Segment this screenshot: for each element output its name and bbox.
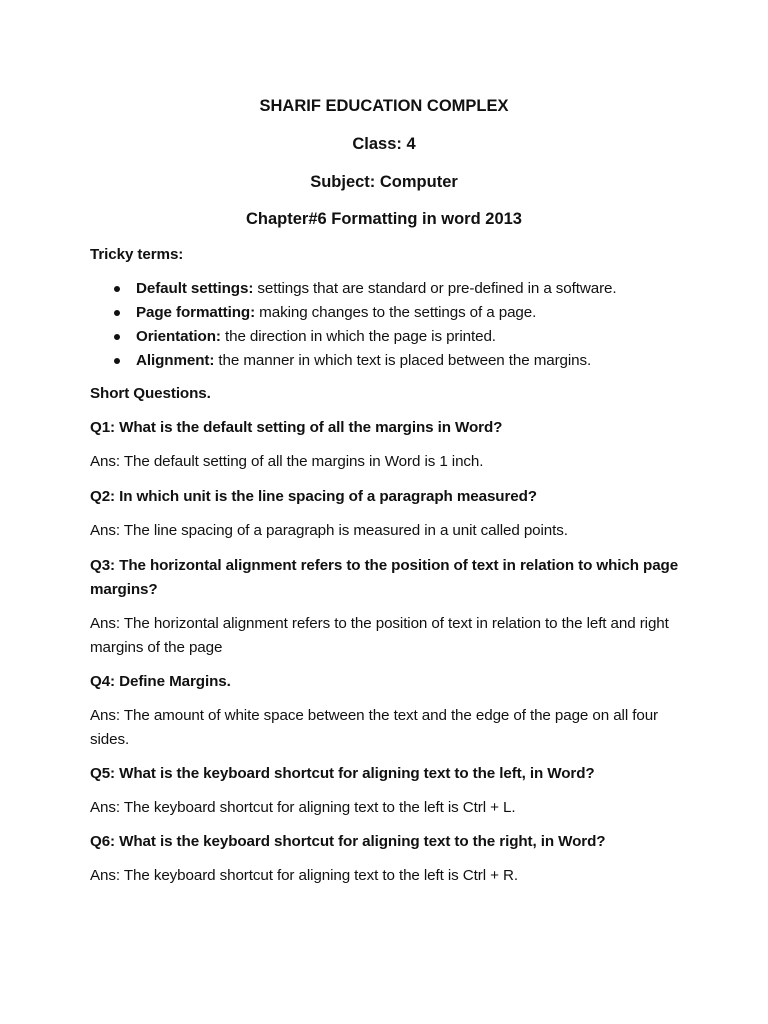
question-5: Q5: What is the keyboard shortcut for aligning text to the left, in Word? bbox=[90, 765, 595, 782]
list-item bbox=[90, 349, 710, 373]
school-title: SHARIF EDUCATION COMPLEX bbox=[259, 97, 509, 115]
list-item bbox=[90, 301, 710, 325]
answer-1: Ans: The default setting of all the margins in Word is 1 inch. bbox=[90, 453, 484, 470]
term-label: Orientation: bbox=[136, 328, 221, 345]
bullet-icon bbox=[114, 286, 120, 292]
term-definition: the manner in which text is placed between the margins. bbox=[214, 352, 592, 369]
list-item bbox=[90, 277, 710, 301]
term-label: Default settings: bbox=[136, 280, 254, 297]
chapter-title: Chapter#6 Formatting in word 2013 bbox=[246, 210, 522, 228]
short-questions-heading: Short Questions. bbox=[90, 385, 211, 402]
subject-label: Subject: Computer bbox=[310, 173, 458, 191]
term-label: Alignment: bbox=[136, 352, 215, 369]
question-3: Q3: The horizontal alignment refers to the position of text in relation to which page margins? bbox=[90, 557, 679, 598]
tricky-terms-heading: Tricky terms: bbox=[90, 246, 184, 263]
question-2: Q2: In which unit is the line spacing of a paragraph measured? bbox=[90, 488, 537, 505]
bullet-icon bbox=[114, 334, 120, 340]
list-item bbox=[90, 325, 710, 349]
term-definition: the direction in which the page is printed. bbox=[220, 328, 496, 345]
answer-5: Ans: The keyboard shortcut for aligning text to the left is Ctrl + L. bbox=[90, 799, 516, 816]
class-label: Class: 4 bbox=[352, 135, 416, 153]
bullet-icon bbox=[114, 310, 120, 316]
question-1: Q1: What is the default setting of all the margins in Word? bbox=[90, 419, 503, 436]
answer-3: Ans: The horizontal alignment refers to the position of text in relation to the left and right margins of the page bbox=[90, 615, 669, 656]
bullet-icon bbox=[114, 358, 120, 364]
question-6: Q6: What is the keyboard shortcut for aligning text to the right, in Word? bbox=[90, 833, 606, 850]
tricky-terms-list bbox=[90, 277, 710, 373]
answer-2: Ans: The line spacing of a paragraph is measured in a unit called points. bbox=[90, 522, 568, 539]
term-definition: making changes to the settings of a page. bbox=[255, 304, 537, 321]
term-definition: settings that are standard or pre-defined in a software. bbox=[253, 280, 617, 297]
answer-4: Ans: The amount of white space between the text and the edge of the page on all four sides. bbox=[90, 707, 658, 748]
question-4: Q4: Define Margins. bbox=[90, 673, 231, 690]
term-label: Page formatting: bbox=[136, 304, 256, 321]
answer-6: Ans: The keyboard shortcut for aligning text to the left is Ctrl + R. bbox=[90, 867, 518, 884]
